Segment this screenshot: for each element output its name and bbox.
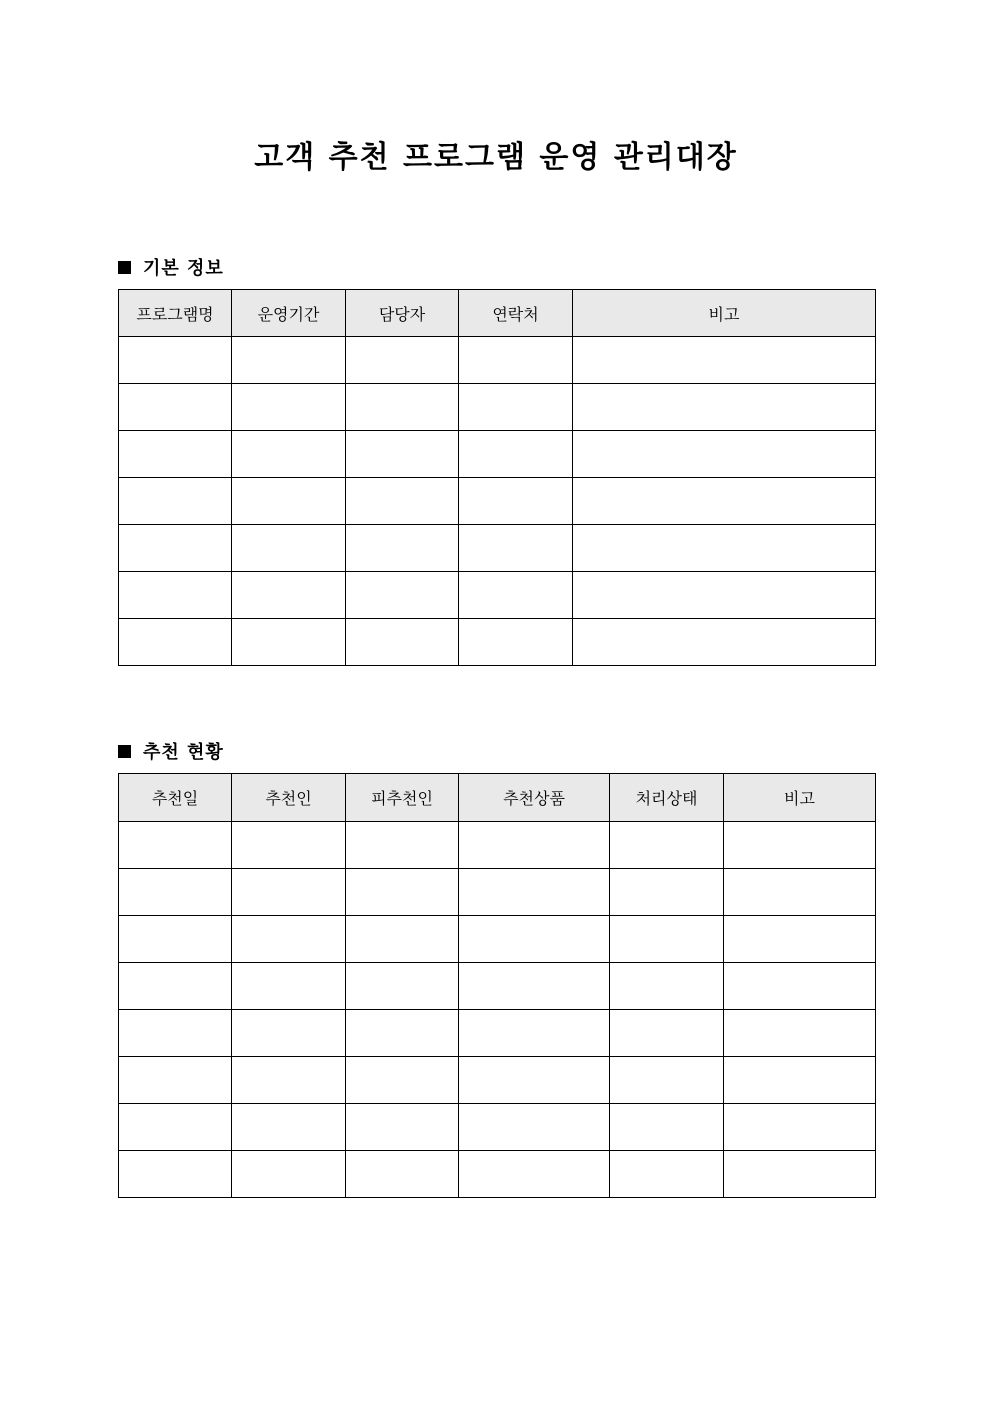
table-cell[interactable] xyxy=(232,525,346,572)
table-cell[interactable] xyxy=(610,822,724,869)
table-cell[interactable] xyxy=(610,869,724,916)
table-row xyxy=(119,869,876,916)
document-title: 고객 추천 프로그램 운영 관리대장 xyxy=(254,140,738,175)
table-cell[interactable] xyxy=(346,963,459,1010)
column-header-processing-status: 처리상태 xyxy=(610,774,724,822)
table-cell[interactable] xyxy=(573,619,876,666)
table-cell[interactable] xyxy=(724,1104,876,1151)
section-heading-basic-info xyxy=(118,254,224,280)
table-cell[interactable] xyxy=(573,525,876,572)
table-row xyxy=(119,337,876,384)
column-header-remarks: 비고 xyxy=(573,290,876,337)
table-cell[interactable] xyxy=(346,337,459,384)
table-cell[interactable] xyxy=(610,916,724,963)
table-cell[interactable] xyxy=(724,1010,876,1057)
table-cell[interactable] xyxy=(232,619,346,666)
table-cell[interactable] xyxy=(459,1057,610,1104)
table-cell[interactable] xyxy=(346,572,459,619)
table-cell[interactable] xyxy=(459,431,573,478)
table-header-row xyxy=(119,774,876,822)
table-cell[interactable] xyxy=(459,822,610,869)
column-header-referral-date: 추천일 xyxy=(119,774,232,822)
table-cell[interactable] xyxy=(573,337,876,384)
table-cell[interactable] xyxy=(346,431,459,478)
section-heading-referral-status xyxy=(118,738,224,764)
table-header-row xyxy=(119,290,876,337)
table-cell[interactable] xyxy=(724,869,876,916)
table-row xyxy=(119,478,876,525)
table-cell[interactable] xyxy=(232,337,346,384)
table-cell[interactable] xyxy=(119,916,232,963)
column-header-program-name: 프로그램명 xyxy=(119,290,232,337)
table-cell[interactable] xyxy=(232,1057,346,1104)
table-row xyxy=(119,1057,876,1104)
table-cell[interactable] xyxy=(232,822,346,869)
column-header-remarks: 비고 xyxy=(724,774,876,822)
table-cell[interactable] xyxy=(119,963,232,1010)
table-cell[interactable] xyxy=(119,1010,232,1057)
table-cell[interactable] xyxy=(119,525,232,572)
table-cell[interactable] xyxy=(119,384,232,431)
section-heading-label: 기본 정보 xyxy=(143,258,224,279)
table-cell[interactable] xyxy=(573,572,876,619)
table-cell[interactable] xyxy=(119,1151,232,1198)
basic-info-table xyxy=(118,289,876,666)
table-cell[interactable] xyxy=(346,619,459,666)
table-cell[interactable] xyxy=(724,1057,876,1104)
table-row xyxy=(119,431,876,478)
table-cell[interactable] xyxy=(459,619,573,666)
table-row xyxy=(119,963,876,1010)
table-cell[interactable] xyxy=(346,916,459,963)
table-cell[interactable] xyxy=(610,1057,724,1104)
table-cell[interactable] xyxy=(724,963,876,1010)
table-cell[interactable] xyxy=(232,384,346,431)
table-cell[interactable] xyxy=(346,384,459,431)
table-cell[interactable] xyxy=(573,478,876,525)
column-header-period: 운영기간 xyxy=(232,290,346,337)
table-cell[interactable] xyxy=(119,431,232,478)
table-cell[interactable] xyxy=(232,916,346,963)
table-cell[interactable] xyxy=(346,822,459,869)
table-cell[interactable] xyxy=(119,337,232,384)
table-cell[interactable] xyxy=(232,431,346,478)
column-header-referee: 피추천인 xyxy=(346,774,459,822)
column-header-referral-product: 추천상품 xyxy=(459,774,610,822)
table-cell[interactable] xyxy=(119,478,232,525)
table-cell[interactable] xyxy=(724,916,876,963)
table-cell[interactable] xyxy=(610,963,724,1010)
table-cell[interactable] xyxy=(232,572,346,619)
table-row xyxy=(119,384,876,431)
table-cell[interactable] xyxy=(119,869,232,916)
table-row xyxy=(119,1104,876,1151)
table-cell[interactable] xyxy=(724,822,876,869)
table-cell[interactable] xyxy=(232,869,346,916)
table-cell[interactable] xyxy=(119,822,232,869)
table-cell[interactable] xyxy=(346,869,459,916)
table-cell[interactable] xyxy=(119,1057,232,1104)
table-cell[interactable] xyxy=(346,478,459,525)
column-header-contact: 연락처 xyxy=(459,290,573,337)
table-cell[interactable] xyxy=(459,1104,610,1151)
column-header-referrer: 추천인 xyxy=(232,774,346,822)
table-cell[interactable] xyxy=(119,619,232,666)
table-cell[interactable] xyxy=(459,525,573,572)
table-cell[interactable] xyxy=(346,1104,459,1151)
table-row xyxy=(119,619,876,666)
table-cell[interactable] xyxy=(459,916,610,963)
table-row xyxy=(119,525,876,572)
table-cell[interactable] xyxy=(459,869,610,916)
table-cell[interactable] xyxy=(573,431,876,478)
section-heading-label: 추천 현황 xyxy=(143,742,224,763)
table-row xyxy=(119,572,876,619)
table-cell[interactable] xyxy=(232,963,346,1010)
table-cell[interactable] xyxy=(346,1010,459,1057)
table-cell[interactable] xyxy=(459,1010,610,1057)
table-cell[interactable] xyxy=(459,963,610,1010)
table-cell[interactable] xyxy=(610,1010,724,1057)
table-cell[interactable] xyxy=(610,1104,724,1151)
table-cell[interactable] xyxy=(459,337,573,384)
table-cell[interactable] xyxy=(232,478,346,525)
table-row xyxy=(119,1151,876,1198)
table-cell[interactable] xyxy=(610,1151,724,1198)
square-bullet-icon xyxy=(118,745,131,758)
table-cell[interactable] xyxy=(346,1151,459,1198)
table-cell[interactable] xyxy=(459,1151,610,1198)
table-cell[interactable] xyxy=(724,1151,876,1198)
referral-status-table xyxy=(118,773,876,1198)
table-cell[interactable] xyxy=(232,1010,346,1057)
square-bullet-icon xyxy=(118,261,131,274)
table-cell[interactable] xyxy=(232,1151,346,1198)
table-row xyxy=(119,822,876,869)
table-cell[interactable] xyxy=(459,572,573,619)
table-row xyxy=(119,916,876,963)
column-header-manager: 담당자 xyxy=(346,290,459,337)
table-cell[interactable] xyxy=(119,1104,232,1151)
table-cell[interactable] xyxy=(232,1104,346,1151)
table-cell[interactable] xyxy=(346,1057,459,1104)
table-cell[interactable] xyxy=(573,384,876,431)
table-cell[interactable] xyxy=(119,572,232,619)
table-cell[interactable] xyxy=(459,478,573,525)
table-cell[interactable] xyxy=(346,525,459,572)
table-cell[interactable] xyxy=(459,384,573,431)
table-row xyxy=(119,1010,876,1057)
